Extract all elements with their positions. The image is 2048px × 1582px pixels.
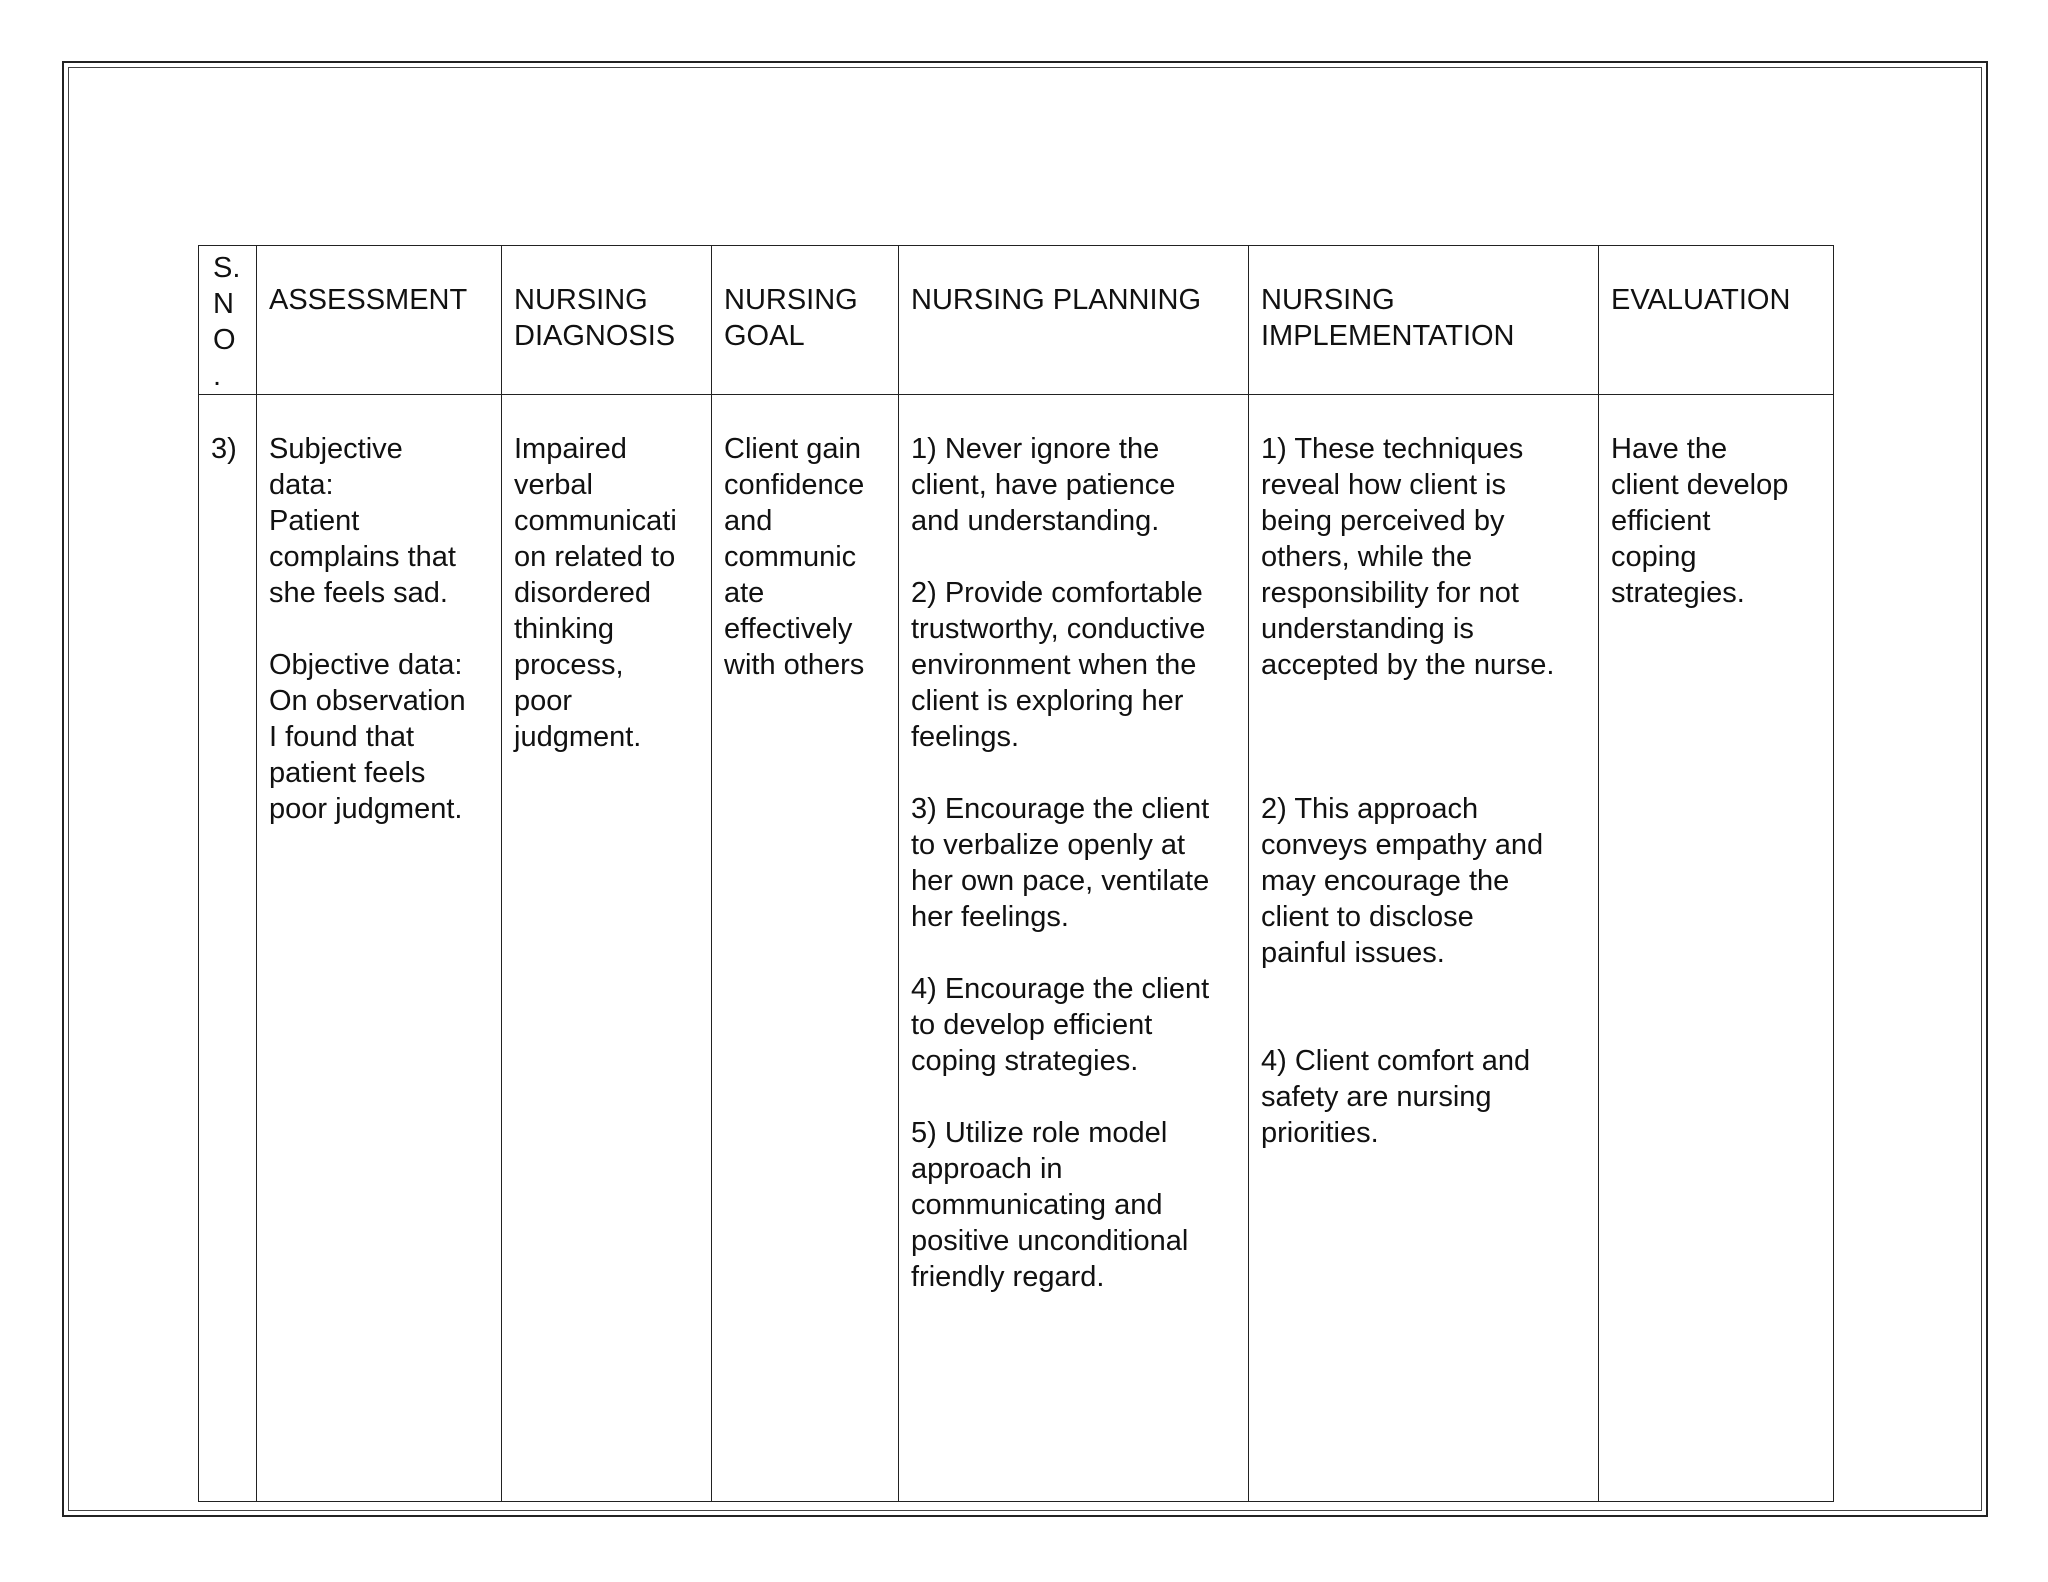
- header-sno-char: S.: [213, 252, 241, 284]
- header-row: [199, 246, 1834, 395]
- header-implementation-label: NURSING IMPLEMENTATION: [1261, 284, 1515, 352]
- header-evaluation: [1599, 246, 1834, 395]
- header-sno-char: N: [213, 288, 234, 320]
- header-diagnosis: [502, 246, 712, 395]
- spacer: [269, 611, 489, 647]
- table-row: [199, 395, 1834, 1502]
- planning-item: 2) Provide comfortable trustworthy, conductive environment when the client is exploring her feelings.: [911, 577, 1206, 753]
- implementation-item: 1) These techniques reveal how client is being perceived by others, while the responsibility for not understanding is accepted by the nurse.: [1261, 433, 1555, 681]
- header-planning-label: NURSING PLANNING: [911, 284, 1202, 316]
- spacer: [1261, 971, 1586, 1043]
- planning-item: 1) Never ignore the client, have patience and understanding.: [911, 433, 1176, 537]
- spacer: [911, 755, 1236, 791]
- assessment-subjective: Subjective data: Patient complains that she feels sad.: [269, 433, 456, 609]
- assessment-objective: Objective data: On observation I found that patient feels poor judgment.: [269, 649, 466, 825]
- spacer: [911, 935, 1236, 971]
- row-sno-value: 3): [211, 433, 237, 465]
- row-evaluation: [1599, 395, 1834, 1502]
- header-sno-char: .: [213, 360, 222, 392]
- spacer: [1261, 683, 1586, 755]
- row-assessment: [257, 395, 502, 1502]
- row-goal: [712, 395, 899, 1502]
- header-goal: [712, 246, 899, 395]
- row-sno: [199, 395, 257, 1502]
- header-goal-label: NURSING GOAL: [724, 284, 858, 352]
- row-planning: [899, 395, 1249, 1502]
- header-implementation: [1249, 246, 1599, 395]
- goal-text: Client gain confidence and communic ate effectively with others: [724, 433, 865, 681]
- header-diagnosis-label: NURSING DIAGNOSIS: [514, 284, 676, 352]
- header-assessment-label: ASSESSMENT: [269, 284, 468, 316]
- spacer: [911, 539, 1236, 575]
- planning-item: 5) Utilize role model approach in communicating and positive unconditional friendly regard.: [911, 1117, 1189, 1293]
- planning-item: 3) Encourage the client to verbalize openly at her own pace, ventilate her feelings.: [911, 793, 1210, 933]
- evaluation-text: Have the client develop efficient coping strategies.: [1611, 433, 1789, 609]
- header-planning: [899, 246, 1249, 395]
- row-diagnosis: [502, 395, 712, 1502]
- spacer: [1261, 755, 1586, 791]
- implementation-item: 2) This approach conveys empathy and may encourage the client to disclose painful issues.: [1261, 793, 1544, 969]
- row-implementation: [1249, 395, 1599, 1502]
- nursing-care-plan-table: [198, 245, 1834, 1502]
- header-sno: [199, 246, 257, 395]
- header-sno-char: O: [213, 324, 236, 356]
- header-evaluation-label: EVALUATION: [1611, 284, 1791, 316]
- header-assessment: [257, 246, 502, 395]
- diagnosis-text: Impaired verbal communicati on related to disordered thinking process, poor judgment.: [514, 433, 677, 753]
- implementation-item: 4) Client comfort and safety are nursing priorities.: [1261, 1045, 1531, 1149]
- spacer: [911, 1079, 1236, 1115]
- planning-item: 4) Encourage the client to develop efficient coping strategies.: [911, 973, 1210, 1077]
